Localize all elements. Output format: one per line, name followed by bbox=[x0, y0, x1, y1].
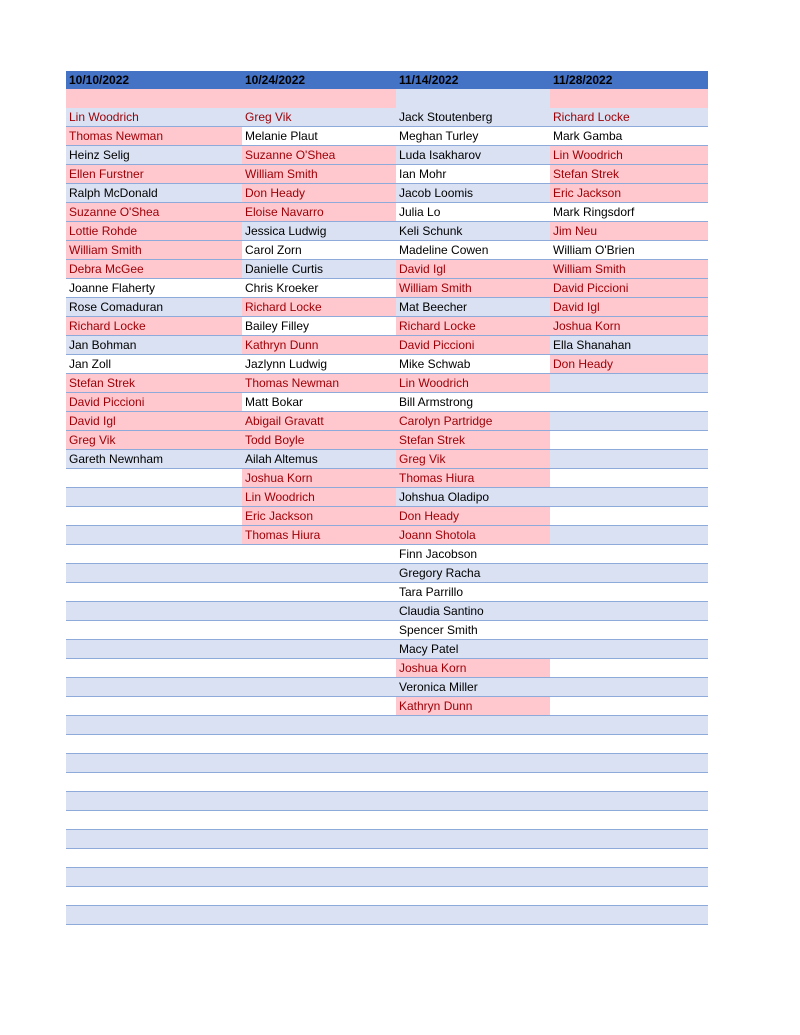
name-cell: Joann Shotola bbox=[396, 526, 550, 544]
name-cell bbox=[66, 526, 242, 544]
header-row bbox=[66, 71, 708, 89]
name-cell: Suzanne O'Shea bbox=[66, 203, 242, 221]
name-cell bbox=[550, 431, 708, 449]
name-cell: Greg Vik bbox=[396, 450, 550, 468]
name-cell: Jessica Ludwig bbox=[245, 224, 327, 238]
name-cell bbox=[396, 830, 550, 848]
name-cell bbox=[242, 773, 396, 791]
name-cell: Eric Jackson bbox=[242, 507, 396, 525]
table-row bbox=[66, 469, 708, 488]
name-cell: Johshua Oladipo bbox=[399, 490, 490, 504]
name-cell bbox=[66, 887, 242, 905]
name-cell: Jack Stoutenberg bbox=[399, 110, 493, 124]
name-cell bbox=[66, 621, 242, 639]
name-cell: Spencer Smith bbox=[399, 623, 478, 637]
name-cell: Finn Jacobson bbox=[399, 547, 478, 561]
name-cell: Thomas Newman bbox=[66, 127, 242, 145]
name-cell bbox=[242, 735, 396, 753]
name-cell bbox=[550, 583, 708, 601]
table-row bbox=[66, 374, 708, 393]
name-cell bbox=[550, 488, 708, 506]
name-cell: Stefan Strek bbox=[66, 374, 242, 392]
name-cell: Luda Isakharov bbox=[399, 148, 482, 162]
name-cell: Gregory Racha bbox=[399, 566, 481, 580]
name-cell bbox=[242, 621, 396, 639]
name-cell: Lin Woodrich bbox=[66, 89, 242, 108]
table-row bbox=[66, 507, 708, 526]
name-cell bbox=[242, 697, 396, 715]
name-cell bbox=[396, 906, 550, 924]
name-cell bbox=[550, 469, 708, 487]
name-cell bbox=[66, 640, 242, 658]
name-cell: William Smith bbox=[396, 279, 550, 297]
name-cell: Jan Zoll bbox=[69, 357, 112, 371]
name-cell bbox=[396, 811, 550, 829]
name-cell: William Smith bbox=[550, 260, 708, 278]
name-cell: Gareth Newnham bbox=[69, 452, 164, 466]
name-cell: Don Heady bbox=[242, 184, 396, 202]
name-cell bbox=[66, 849, 242, 867]
name-cell: Jim Neu bbox=[550, 222, 708, 240]
name-cell: Rose Comaduran bbox=[69, 300, 164, 314]
table-body bbox=[66, 89, 708, 925]
name-cell: Ellen Furstner bbox=[66, 165, 242, 183]
name-cell bbox=[66, 583, 242, 601]
table-row bbox=[66, 393, 708, 412]
table-row bbox=[66, 488, 708, 507]
name-cell bbox=[66, 602, 242, 620]
name-cell bbox=[242, 583, 396, 601]
name-cell bbox=[66, 868, 242, 886]
name-cell bbox=[396, 849, 550, 867]
name-cell: Thomas Hiura bbox=[396, 469, 550, 487]
table-row bbox=[66, 659, 708, 678]
name-cell bbox=[242, 640, 396, 658]
name-cell: Mark Gamba bbox=[553, 129, 623, 143]
name-cell: Carolyn Partridge bbox=[396, 412, 550, 430]
name-cell: Bailey Filley bbox=[245, 319, 310, 333]
name-cell: Thomas Newman bbox=[242, 374, 396, 392]
name-cell bbox=[66, 754, 242, 772]
name-cell: Lin Woodrich bbox=[396, 374, 550, 392]
name-cell: Madeline Cowen bbox=[399, 243, 489, 257]
name-cell bbox=[550, 450, 708, 468]
name-cell: Richard Locke bbox=[550, 89, 708, 108]
table-row bbox=[66, 887, 708, 906]
name-cell bbox=[66, 507, 242, 525]
name-cell bbox=[66, 697, 242, 715]
name-cell bbox=[242, 678, 396, 696]
name-cell: Richard Locke bbox=[242, 298, 396, 316]
name-cell bbox=[396, 792, 550, 810]
name-cell: Julia Lo bbox=[399, 205, 441, 219]
name-cell bbox=[550, 773, 708, 791]
name-cell bbox=[66, 906, 242, 924]
name-cell: David Igl bbox=[66, 412, 242, 430]
table-row bbox=[66, 849, 708, 868]
date-header: 10/10/2022 bbox=[69, 73, 130, 87]
table-row bbox=[66, 678, 708, 697]
name-cell bbox=[550, 792, 708, 810]
name-cell: Lottie Rohde bbox=[66, 222, 242, 240]
name-cell bbox=[242, 659, 396, 677]
name-cell bbox=[550, 830, 708, 848]
name-cell bbox=[396, 773, 550, 791]
name-cell: Lin Woodrich bbox=[242, 488, 396, 506]
table-row bbox=[66, 89, 708, 127]
name-cell bbox=[242, 849, 396, 867]
name-cell bbox=[242, 716, 396, 734]
name-cell: Danielle Curtis bbox=[245, 262, 324, 276]
table-row bbox=[66, 146, 708, 165]
name-cell bbox=[242, 564, 396, 582]
name-cell: Joanne Flaherty bbox=[69, 281, 156, 295]
name-cell bbox=[66, 773, 242, 791]
name-cell bbox=[66, 545, 242, 563]
table-row bbox=[66, 602, 708, 621]
name-cell bbox=[550, 906, 708, 924]
table-row bbox=[66, 412, 708, 431]
name-cell bbox=[550, 545, 708, 563]
table-row bbox=[66, 203, 708, 222]
name-cell bbox=[66, 469, 242, 487]
name-cell: Matt Bokar bbox=[245, 395, 304, 409]
date-header: 11/28/2022 bbox=[553, 73, 613, 87]
name-cell: Lin Woodrich bbox=[550, 146, 708, 164]
name-cell: David Piccioni bbox=[66, 393, 242, 411]
name-cell: Carol Zorn bbox=[245, 243, 302, 257]
name-cell: David Igl bbox=[396, 260, 550, 278]
table-row bbox=[66, 260, 708, 279]
name-cell: Bill Armstrong bbox=[399, 395, 474, 409]
name-cell: Mike Schwab bbox=[399, 357, 471, 371]
table-row bbox=[66, 735, 708, 754]
name-cell bbox=[396, 735, 550, 753]
name-cell: Claudia Santino bbox=[399, 604, 484, 618]
table-row bbox=[66, 317, 708, 336]
name-cell: Keli Schunk bbox=[399, 224, 463, 238]
table-row bbox=[66, 298, 708, 317]
name-cell bbox=[396, 754, 550, 772]
name-cell: William Smith bbox=[66, 241, 242, 259]
name-cell: David Piccioni bbox=[550, 279, 708, 297]
table-row bbox=[66, 450, 708, 469]
table-row bbox=[66, 184, 708, 203]
name-cell: Todd Boyle bbox=[242, 431, 396, 449]
name-cell: Greg Vik bbox=[242, 89, 396, 108]
name-cell bbox=[550, 621, 708, 639]
date-header: 11/14/2022 bbox=[399, 73, 459, 87]
name-cell bbox=[242, 811, 396, 829]
name-cell bbox=[550, 526, 708, 544]
name-cell bbox=[66, 659, 242, 677]
name-cell bbox=[550, 868, 708, 886]
name-cell bbox=[242, 545, 396, 563]
name-cell: Don Heady bbox=[396, 507, 550, 525]
table-row bbox=[66, 431, 708, 450]
name-cell bbox=[242, 868, 396, 886]
name-cell bbox=[66, 735, 242, 753]
name-cell: Stefan Strek bbox=[396, 431, 550, 449]
name-cell: Mark Ringsdorf bbox=[553, 205, 635, 219]
name-cell: Veronica Miller bbox=[399, 680, 478, 694]
name-cell: Meghan Turley bbox=[399, 129, 479, 143]
name-cell: Tara Parrillo bbox=[399, 585, 464, 599]
name-cell bbox=[396, 868, 550, 886]
table-row bbox=[66, 526, 708, 545]
name-cell bbox=[66, 792, 242, 810]
table-row bbox=[66, 336, 708, 355]
table-row bbox=[66, 545, 708, 564]
name-cell bbox=[550, 640, 708, 658]
schedule-table bbox=[66, 71, 708, 925]
name-cell: David Piccioni bbox=[396, 336, 550, 354]
table-row bbox=[66, 279, 708, 298]
table-row bbox=[66, 830, 708, 849]
name-cell bbox=[550, 678, 708, 696]
date-header: 10/24/2022 bbox=[245, 73, 306, 87]
table-row bbox=[66, 697, 708, 716]
name-cell: Eric Jackson bbox=[550, 184, 708, 202]
name-cell: Greg Vik bbox=[66, 431, 242, 449]
name-cell bbox=[550, 754, 708, 772]
name-cell: Ralph McDonald bbox=[69, 186, 158, 200]
name-cell: Jacob Loomis bbox=[399, 186, 474, 200]
name-cell: Suzanne O'Shea bbox=[242, 146, 396, 164]
name-cell: Macy Patel bbox=[399, 642, 459, 656]
name-cell bbox=[396, 887, 550, 905]
name-cell: Kathryn Dunn bbox=[396, 697, 550, 715]
name-cell bbox=[66, 830, 242, 848]
name-cell: Mat Beecher bbox=[399, 300, 468, 314]
table-row bbox=[66, 241, 708, 260]
name-cell: Jan Bohman bbox=[69, 338, 137, 352]
name-cell: Richard Locke bbox=[66, 317, 242, 335]
name-cell: Ian Mohr bbox=[399, 167, 447, 181]
name-cell bbox=[66, 564, 242, 582]
name-cell bbox=[242, 906, 396, 924]
table-row bbox=[66, 127, 708, 146]
name-cell bbox=[550, 393, 708, 411]
name-cell: Thomas Hiura bbox=[242, 526, 396, 544]
table-row bbox=[66, 773, 708, 792]
name-cell bbox=[550, 735, 708, 753]
table-row bbox=[66, 868, 708, 887]
name-cell: Jazlynn Ludwig bbox=[245, 357, 328, 371]
name-cell: Heinz Selig bbox=[69, 148, 130, 162]
name-cell bbox=[550, 412, 708, 430]
name-cell bbox=[550, 697, 708, 715]
name-cell bbox=[550, 811, 708, 829]
table-row bbox=[66, 792, 708, 811]
name-cell bbox=[242, 830, 396, 848]
name-cell: Abigail Gravatt bbox=[242, 412, 396, 430]
name-cell bbox=[242, 792, 396, 810]
table-row bbox=[66, 906, 708, 925]
table-row bbox=[66, 640, 708, 659]
name-cell bbox=[550, 374, 708, 392]
table-row bbox=[66, 621, 708, 640]
name-cell: Melanie Plaut bbox=[245, 129, 318, 143]
name-cell bbox=[66, 488, 242, 506]
name-cell bbox=[66, 678, 242, 696]
name-cell bbox=[242, 887, 396, 905]
name-cell: William Smith bbox=[242, 165, 396, 183]
table-row bbox=[66, 716, 708, 735]
name-cell: Richard Locke bbox=[396, 317, 550, 335]
name-cell: Joshua Korn bbox=[550, 317, 708, 335]
table-row bbox=[66, 564, 708, 583]
name-cell: William O'Brien bbox=[553, 243, 635, 257]
name-cell: Joshua Korn bbox=[242, 469, 396, 487]
name-cell: Ailah Altemus bbox=[245, 452, 318, 466]
name-cell bbox=[550, 849, 708, 867]
name-cell bbox=[550, 507, 708, 525]
name-cell: Eloise Navarro bbox=[242, 203, 396, 221]
name-cell bbox=[66, 716, 242, 734]
name-cell bbox=[550, 564, 708, 582]
table-row bbox=[66, 754, 708, 773]
table-row bbox=[66, 355, 708, 374]
table-row bbox=[66, 811, 708, 830]
name-cell bbox=[550, 887, 708, 905]
table-row bbox=[66, 165, 708, 184]
table-row bbox=[66, 583, 708, 602]
name-cell bbox=[396, 716, 550, 734]
name-cell: Don Heady bbox=[550, 355, 708, 373]
name-cell bbox=[242, 602, 396, 620]
name-cell: Joshua Korn bbox=[396, 659, 550, 677]
name-cell bbox=[550, 716, 708, 734]
name-cell: Debra McGee bbox=[66, 260, 242, 278]
name-cell: Kathryn Dunn bbox=[242, 336, 396, 354]
name-cell: Stefan Strek bbox=[550, 165, 708, 183]
name-cell bbox=[66, 811, 242, 829]
table-row bbox=[66, 222, 708, 241]
name-cell bbox=[242, 754, 396, 772]
name-cell: Chris Kroeker bbox=[245, 281, 319, 295]
name-cell bbox=[550, 659, 708, 677]
name-cell bbox=[550, 602, 708, 620]
name-cell: Ella Shanahan bbox=[553, 338, 632, 352]
name-cell: David Igl bbox=[550, 298, 708, 316]
